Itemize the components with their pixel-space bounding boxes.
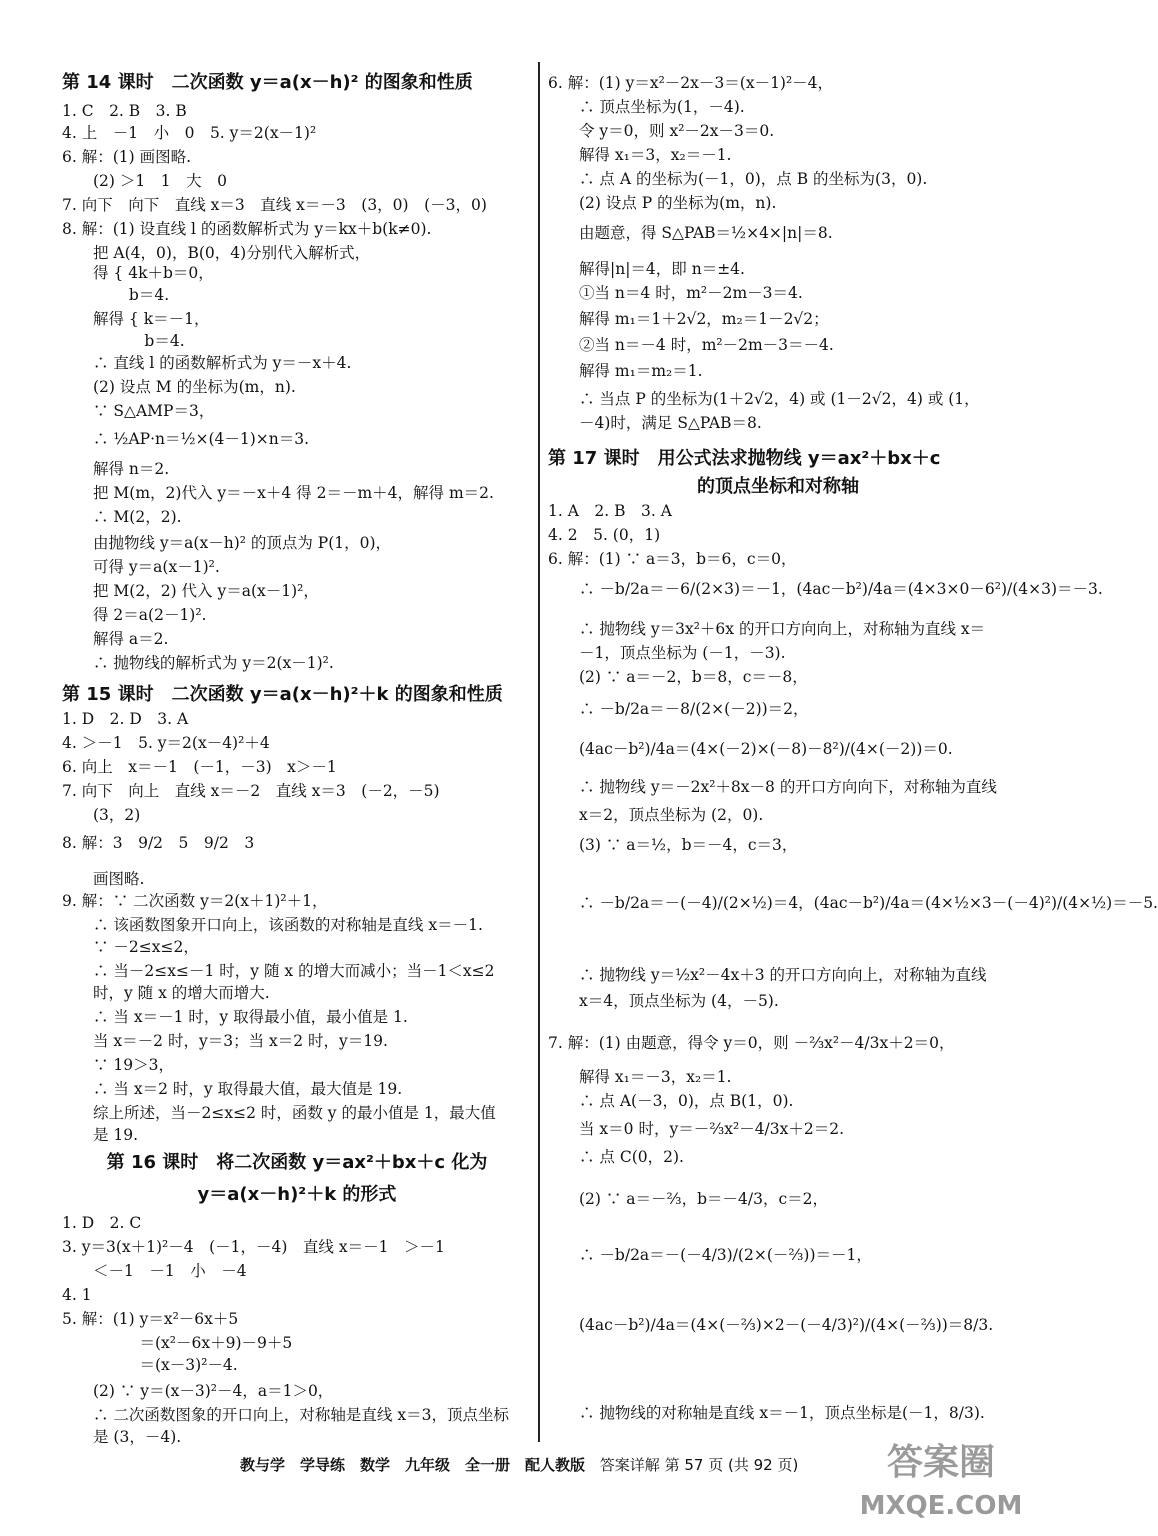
answer-line: 综上所述，当－2≤x≤2 时，函数 y 的最小值是 1，最大值 bbox=[62, 1104, 496, 1122]
answer-line: ∵ S△AMP＝3， bbox=[62, 402, 215, 420]
answer-line: 把 A(4，0)，B(0，4)分别代入解析式， bbox=[62, 244, 371, 262]
answer-line: 得 2＝a(2－1)². bbox=[62, 606, 207, 624]
answer-line: 9. 解：∵ 二次函数 y＝2(x＋1)²＋1， bbox=[62, 892, 328, 910]
answer-line: 6. 解：(1) y＝x²－2x－3＝(x－1)²－4， bbox=[548, 74, 834, 92]
answer-line: ②当 n＝－4 时，m²－2m－3＝－4. bbox=[548, 336, 834, 354]
answer-line: ∴ 当点 P 的坐标为(1＋2√2，4) 或 (1－2√2，4) 或 (1， bbox=[548, 390, 980, 408]
answer-line: 解得 { k＝－1， bbox=[62, 310, 210, 328]
answer-line: ∴ 直线 l 的函数解析式为 y＝－x＋4. bbox=[62, 354, 352, 372]
answer-line: 解得 m₁＝1＋2√2，m₂＝1－2√2； bbox=[548, 310, 829, 328]
answer-line: ∴ 点 A 的坐标为(－1，0)，点 B 的坐标为(3，0). bbox=[548, 170, 928, 188]
answer-line: 解得 x₁＝3，x₂＝－1. bbox=[548, 146, 732, 164]
answer-line: (2) 设点 P 的坐标为(m，n). bbox=[548, 194, 777, 212]
answer-line: ∴ 当 x＝2 时，y 取得最大值，最大值是 19. bbox=[62, 1080, 403, 1098]
answer-line: ∴ 点 C(0，2). bbox=[548, 1148, 684, 1166]
answer-line: ∴ 当－2≤x≤－1 时，y 随 x 的增大而减小；当－1＜x≤2 bbox=[62, 962, 495, 980]
answer-line: 把 M(m，2)代入 y＝－x＋4 得 2＝－m＋4，解得 m＝2. bbox=[62, 484, 494, 502]
footer-book-title: 教与学 学导练 数学 九年级 全一册 配人教版 bbox=[240, 1456, 586, 1474]
answer-line: 解得 x₁＝－3，x₂＝1. bbox=[548, 1068, 732, 1086]
answer-line: 解得 a＝2. bbox=[62, 630, 169, 648]
answer-line: x＝2，顶点坐标为 (2，0). bbox=[548, 806, 764, 824]
answer-line: ∴ 抛物线 y＝½x²－4x＋3 的开口方向向上，对称轴为直线 bbox=[548, 966, 987, 984]
answer-line: (2) ∵ y＝(x－3)²－4，a＝1＞0， bbox=[62, 1382, 334, 1400]
answer-line: ∴ －b/2a＝－6/(2×3)＝－1，(4ac－b²)/4a＝(4×3×0－6²)/(4×3)＝－3. bbox=[548, 580, 1103, 598]
answer-line: 7. 解：(1) 由题意，得令 y＝0，则 －⅔x²－4/3x＋2＝0， bbox=[548, 1034, 955, 1052]
answer-line: ∴ －b/2a＝－8/(2×(－2))＝2， bbox=[548, 700, 809, 718]
answer-line: (3，2) bbox=[62, 806, 141, 824]
answer-line: 8. 解：3 9/2 5 9/2 3 bbox=[62, 834, 255, 852]
answer-line: (2) ＞1 1 大 0 bbox=[62, 172, 227, 190]
lesson-heading: y＝a(x－h)²＋k 的形式 bbox=[197, 1184, 397, 1205]
watermark-logo bbox=[859, 1428, 1023, 1524]
answer-line: 得 { 4k＋b＝0， bbox=[62, 264, 214, 282]
answer-line: 由抛物线 y＝a(x－h)² 的顶点为 P(1，0)， bbox=[62, 534, 392, 552]
lesson-heading: 第 17 课时 用公式法求抛物线 y＝ax²＋bx＋c bbox=[548, 448, 941, 469]
answer-line: 5. 解：(1) y＝x²－6x＋5 bbox=[62, 1310, 239, 1328]
watermark-top: 答案圈 bbox=[886, 1442, 996, 1483]
answer-line: 6. 解：(1) ∵ a＝3，b＝6，c＝0， bbox=[548, 550, 797, 568]
answer-line: 把 M(2，2) 代入 y＝a(x－1)²， bbox=[62, 582, 319, 600]
answer-line: 时，y 随 x 的增大而增大. bbox=[62, 984, 270, 1002]
answer-line: ∵ －2≤x≤2， bbox=[62, 938, 199, 956]
answer-line: 可得 y＝a(x－1)². bbox=[62, 558, 220, 576]
answer-line: ∴ M(2，2). bbox=[62, 508, 182, 526]
answer-line: ∵ 19＞3， bbox=[62, 1056, 175, 1074]
answer-line: 是 19. bbox=[62, 1126, 139, 1144]
answer-line: ∴ ½AP·n＝½×(4－1)×n＝3. bbox=[62, 430, 310, 448]
answer-line: ∴ 点 A(－3，0)，点 B(1，0). bbox=[548, 1092, 794, 1110]
answer-line: 4. 上 －1 小 0 5. y＝2(x－1)² bbox=[62, 124, 317, 142]
answer-line: 解得|n|＝4，即 n＝±4. bbox=[548, 260, 745, 278]
answer-line: ＜－1 －1 小 －4 bbox=[62, 1262, 247, 1280]
answer-line: ∴ 该函数图象开口向上，该函数的对称轴是直线 x＝－1. bbox=[62, 916, 483, 934]
answer-line: －4)时，满足 S△PAB＝8. bbox=[548, 414, 762, 432]
answer-line: 4. 1 bbox=[62, 1286, 92, 1304]
column-divider bbox=[538, 62, 540, 1442]
answer-line: (4ac－b²)/4a＝(4×(－⅔)×2－(－4/3)²)/(4×(－⅔))＝8/3. bbox=[548, 1316, 994, 1334]
answer-line: ∴ 当 x＝－1 时，y 取得最小值，最小值是 1. bbox=[62, 1008, 408, 1026]
answer-line: 由题意，得 S△PAB＝½×4×|n|＝8. bbox=[548, 224, 833, 242]
answer-line: ∴ 抛物线 y＝－2x²＋8x－8 的开口方向向下，对称轴为直线 bbox=[548, 778, 997, 796]
lesson-heading: 第 14 课时 二次函数 y＝a(x－h)² 的图象和性质 bbox=[62, 72, 473, 93]
page-footer bbox=[240, 1454, 798, 1475]
answer-line: 1. A 2. B 3. A bbox=[548, 502, 672, 520]
answer-line: 是 (3，－4). bbox=[62, 1428, 182, 1446]
answer-line: 当 x＝－2 时，y＝3；当 x＝2 时，y＝19. bbox=[62, 1032, 388, 1050]
answer-line: 7. 向下 向上 直线 x＝－2 直线 x＝3 (－2，－5) bbox=[62, 782, 440, 800]
answer-line: (3) ∵ a＝½，b＝－4，c＝3， bbox=[548, 836, 798, 854]
answer-line: (4ac－b²)/4a＝(4×(－2)×(－8)－8²)/(4×(－2))＝0. bbox=[548, 740, 953, 758]
answer-line: (2) ∵ a＝－2，b＝8，c＝－8， bbox=[548, 668, 808, 686]
answer-line: b＝4. bbox=[62, 286, 170, 304]
answer-line: 令 y＝0，则 x²－2x－3＝0. bbox=[548, 122, 775, 140]
footer-section: 答案详解 bbox=[599, 1456, 660, 1474]
answer-line: 当 x＝0 时，y＝－⅔x²－4/3x＋2＝2. bbox=[548, 1120, 845, 1138]
answer-line: ∴ 抛物线的解析式为 y＝2(x－1)². bbox=[62, 654, 334, 672]
answer-line: ∴ 抛物线 y＝3x²＋6x 的开口方向向上，对称轴为直线 x＝ bbox=[548, 620, 986, 638]
answer-line: 画图略. bbox=[62, 870, 145, 888]
answer-line: 4. ＞－1 5. y＝2(x－4)²＋4 bbox=[62, 734, 270, 752]
answer-line: 1. D 2. C bbox=[62, 1214, 142, 1232]
answer-line: ①当 n＝4 时，m²－2m－3＝4. bbox=[548, 284, 803, 302]
answer-line: 3. y＝3(x＋1)²－4 (－1，－4) 直线 x＝－1 ＞－1 bbox=[62, 1238, 445, 1256]
answer-line: ∴ 二次函数图象的开口向上，对称轴是直线 x＝3，顶点坐标 bbox=[62, 1406, 509, 1424]
lesson-heading: 的顶点坐标和对称轴 bbox=[697, 476, 859, 497]
lesson-heading: 第 15 课时 二次函数 y＝a(x－h)²＋k 的图象和性质 bbox=[62, 684, 503, 705]
answer-line: 解得 n＝2. bbox=[62, 460, 170, 478]
answer-line: ∴ －b/2a＝－(－4)/(2×½)＝4，(4ac－b²)/4a＝(4×½×3－(－4)²)/(4×½)＝－5. bbox=[548, 894, 1158, 912]
answer-line: 1. C 2. B 3. B bbox=[62, 102, 187, 120]
answer-line: 8. 解：(1) 设直线 l 的函数解析式为 y＝kx＋b(k≠0). bbox=[62, 220, 432, 238]
watermark-bottom: MXQE.COM bbox=[859, 1491, 1023, 1521]
answer-line: (2) ∵ a＝－⅔，b＝－4/3，c＝2， bbox=[548, 1190, 828, 1208]
answer-line: ∴ 抛物线的对称轴是直线 x＝－1，顶点坐标是(－1，8/3). bbox=[548, 1404, 985, 1422]
answer-line: ＝(x²－6x＋9)－9＋5 bbox=[62, 1334, 293, 1352]
answer-line: x＝4，顶点坐标为 (4，－5). bbox=[548, 992, 779, 1010]
answer-line: －1，顶点坐标为 (－1，－3). bbox=[548, 644, 786, 662]
answer-line: 6. 向上 x＝－1 (－1，－3) x＞－1 bbox=[62, 758, 337, 776]
answer-line: ∴ 顶点坐标为(1，－4). bbox=[548, 98, 745, 116]
answer-line: (2) 设点 M 的坐标为(m，n). bbox=[62, 378, 296, 396]
answer-line: 4. 2 5. (0，1) bbox=[548, 526, 661, 544]
answer-line: b＝4. bbox=[62, 332, 185, 350]
answer-line: 1. D 2. D 3. A bbox=[62, 710, 189, 728]
answer-line: 解得 m₁＝m₂＝1. bbox=[548, 362, 703, 380]
footer-page-number: 第 57 页 (共 92 页) bbox=[664, 1456, 799, 1474]
answer-line: 6. 解：(1) 画图略. bbox=[62, 148, 192, 166]
lesson-heading: 第 16 课时 将二次函数 y＝ax²＋bx＋c 化为 bbox=[106, 1152, 488, 1173]
answer-line: ∴ －b/2a＝－(－4/3)/(2×(－⅔))＝－1， bbox=[548, 1246, 872, 1264]
answer-line: 7. 向下 向下 直线 x＝3 直线 x＝－3 (3，0) (－3，0) bbox=[62, 196, 487, 214]
answer-line: ＝(x－3)²－4. bbox=[62, 1356, 238, 1374]
